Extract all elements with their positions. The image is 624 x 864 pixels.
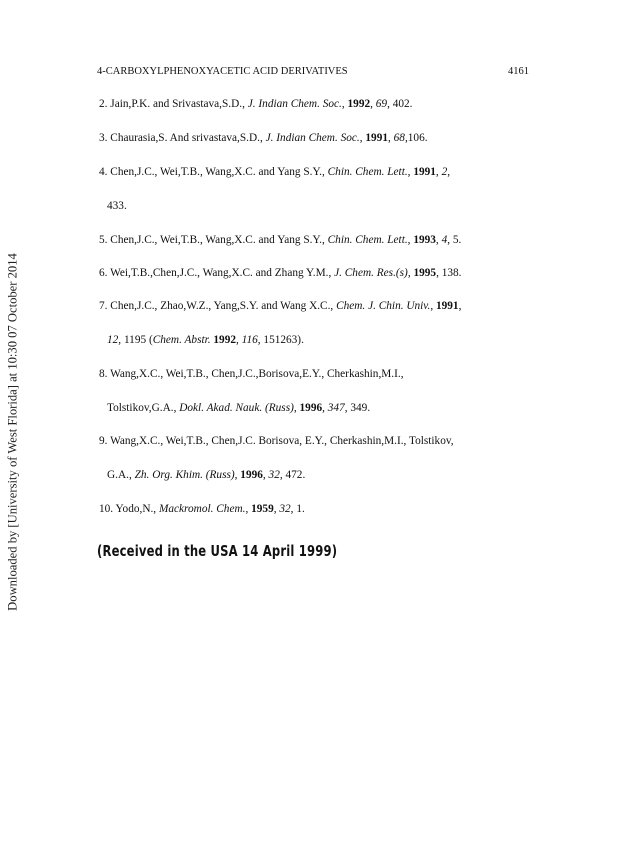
reference-text-run: ,: [430, 300, 436, 312]
reference-text-run: 1992: [213, 334, 236, 346]
reference-text-run: ,: [458, 300, 462, 312]
reference-text-run: Chem. Abstr.: [152, 334, 211, 346]
reference-text-run: , 5.: [447, 234, 462, 246]
reference-text-run: 1996: [299, 402, 323, 414]
reference-2: [99, 97, 529, 111]
reference-6: [99, 266, 529, 280]
reference-8: [99, 367, 529, 381]
reference-text-run: 116: [241, 334, 258, 346]
reference-text-run: 6. Wei,T.B.,Chen,J.C., Wang,X.C. and Zhang Y.M.,: [99, 267, 335, 279]
reference-text-run: ,: [388, 132, 394, 144]
reference-3: [99, 131, 529, 145]
reference-text-run: 69: [375, 98, 388, 110]
reference-text-run: 8. Wang,X.C., Wei,T.B., Chen,J.C.,Borisova,E.Y., Cherkashin,M.I.,: [99, 368, 404, 380]
reference-text-run: 3. Chaurasia,S. And srivastava,S.D.,: [99, 132, 266, 144]
reference-text-run: 9. Wang,X.C., Wei,T.B., Chen,J.C. Borisova, E.Y., Cherkashin,M.I., Tolstikov,: [99, 435, 454, 447]
reference-text-run: 347: [327, 402, 345, 414]
reference-5: [99, 233, 529, 247]
reference-text-run: Chin. Chem. Lett.: [327, 166, 408, 178]
reference-text-run: 1993: [413, 234, 436, 246]
download-notice-text: Downloaded by [University of West Florida] at 10:30 07 October 2014: [5, 253, 19, 611]
reference-text-run: 1991: [365, 132, 388, 144]
reference-text-run: ,: [435, 234, 442, 246]
reference-text-run: Chem. J. Chin. Univ.: [336, 300, 431, 312]
reference-text-run: 1996: [240, 469, 263, 481]
reference-text-run: 12: [107, 334, 119, 346]
reference-text-run: ,: [234, 469, 241, 481]
download-notice: [2, 232, 23, 632]
reference-text-run: ,: [245, 503, 252, 515]
reference-text-run: ,: [341, 98, 348, 110]
reference-text-run: 1959: [251, 503, 274, 515]
reference-text-run: 2. Jain,P.K. and Srivastava,S.D.,: [99, 98, 248, 110]
reference-text-run: ,: [447, 166, 451, 178]
reference-text-run: J. Indian Chem. Soc.: [247, 98, 342, 110]
reference-text-run: , 1195 (: [118, 334, 153, 346]
reference-text-run: ,: [359, 132, 366, 144]
reference-text-run: 32: [268, 469, 280, 481]
reference-text-run: 68: [393, 132, 405, 144]
reference-text-run: , 138.: [436, 267, 462, 279]
reference-text-run: ,: [407, 267, 414, 279]
reference-text-run: Tolstikov,G.A.,: [107, 402, 180, 414]
reference-text-run: Zh. Org. Khim. (Russ): [134, 469, 235, 481]
reference-text-run: Mackromol. Chem.: [158, 503, 246, 515]
reference-text-run: , 151263).: [257, 334, 304, 346]
reference-text-run: ,: [322, 402, 328, 414]
reference-text-run: ,: [407, 166, 414, 178]
reference-text-run: ,: [370, 98, 376, 110]
reference-text-run: ,: [236, 334, 242, 346]
reference-text-run: 10. Yodo,N.,: [99, 503, 159, 515]
reference-8-continued: [107, 401, 537, 415]
page-number: 4161: [508, 66, 529, 77]
reference-7-continued: [107, 333, 537, 347]
reference-9: [99, 434, 529, 448]
reference-text-run: 7. Chen,J.C., Zhao,W.Z., Yang,S.Y. and Wang X.C.,: [99, 300, 337, 312]
running-title: 4-CARBOXYLPHENOXYACETIC ACID DERIVATIVES: [97, 66, 348, 77]
reference-text-run: ,: [435, 166, 442, 178]
reference-text-run: 32: [279, 503, 291, 515]
reference-10: [99, 502, 529, 516]
running-header: [97, 66, 529, 77]
reference-text-run: G.A.,: [107, 469, 135, 481]
reference-text-run: Chin. Chem. Lett.: [327, 234, 408, 246]
reference-text-run: 1992: [347, 98, 371, 110]
reference-text-run: ,: [407, 234, 414, 246]
reference-text-run: , 402.: [387, 98, 413, 110]
reference-text-run: J. Indian Chem. Soc.: [265, 132, 360, 144]
reference-text-run: 1991: [435, 300, 459, 312]
reference-text-run: J. Chem. Res.(s): [334, 267, 408, 279]
reference-text-run: 4: [441, 234, 448, 246]
reference-text-run: 2: [441, 166, 448, 178]
reference-text-run: , 349.: [344, 402, 371, 414]
reference-4-continued: [107, 199, 537, 213]
reference-text-run: , 472.: [279, 469, 306, 481]
reference-text-run: ,: [273, 503, 280, 515]
reference-text-run: 5. Chen,J.C., Wei,T.B., Wang,X.C. and Yang S.Y.,: [99, 234, 328, 246]
reference-9-continued: [107, 468, 537, 482]
reference-text-run: Dokl. Akad. Nauk. (Russ): [179, 402, 294, 414]
reference-text-run: ,: [293, 402, 300, 414]
reference-text-run: , 1.: [290, 503, 305, 515]
reference-text-run: 1995: [413, 267, 437, 279]
reference-text-run: ,: [262, 469, 269, 481]
reference-4: [99, 165, 529, 179]
reference-text-run: ,106.: [404, 132, 428, 144]
received-date: (Received in the USA 14 April 1999): [97, 542, 338, 560]
reference-7: [99, 299, 529, 313]
reference-text-run: 433.: [107, 200, 127, 212]
reference-text-run: 4. Chen,J.C., Wei,T.B., Wang,X.C. and Yang S.Y.,: [99, 166, 328, 178]
reference-text-run: 1991: [413, 166, 436, 178]
